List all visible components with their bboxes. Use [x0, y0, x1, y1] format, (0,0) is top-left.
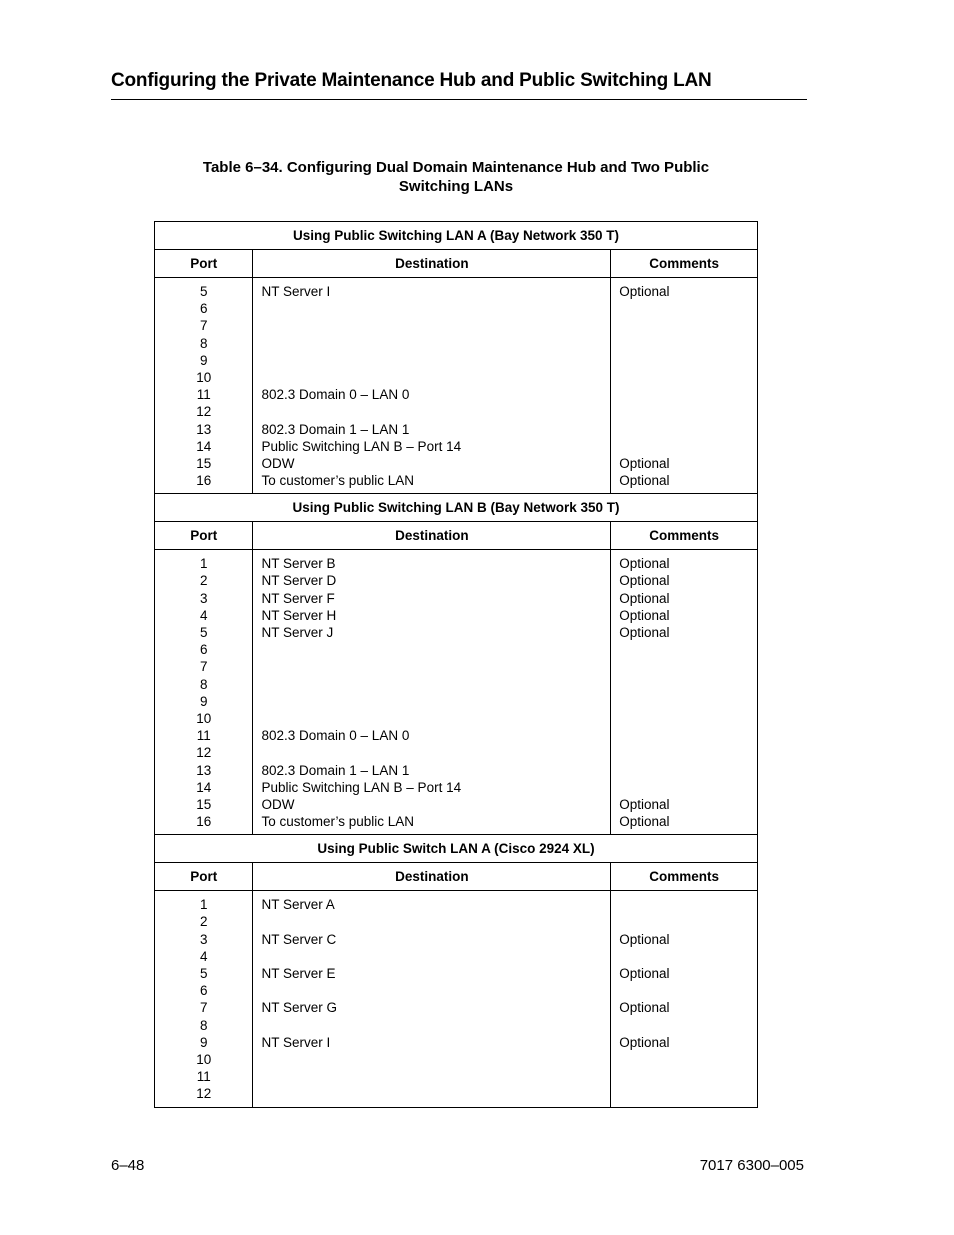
- section-title: Using Public Switch LAN A (Cisco 2924 XL): [155, 835, 758, 863]
- destination-value: [253, 641, 610, 658]
- section-title-row: [155, 222, 758, 250]
- comments-column-header: Comments: [611, 522, 758, 550]
- comment-value: Optional: [619, 455, 670, 471]
- port-value: 5: [199, 625, 208, 640]
- destination-value: NT Server C: [261, 931, 337, 947]
- destination-column-header: Destination: [253, 522, 611, 550]
- section-title: Using Public Switching LAN A (Bay Network 350 T): [155, 222, 758, 250]
- port-value: 5: [199, 966, 208, 981]
- port-value: 5: [199, 284, 208, 299]
- port-cell: [155, 278, 253, 494]
- comments-column-header: Comments: [611, 863, 758, 891]
- destination-value: 802.3 Domain 0 – LAN 0: [261, 728, 410, 744]
- port-cell: [155, 550, 253, 835]
- port-value: 10: [196, 369, 212, 385]
- destination-value: NT Server I: [261, 1034, 331, 1050]
- port-value: 3: [199, 590, 208, 606]
- destination-value: [253, 658, 610, 675]
- port-value: 9: [199, 352, 208, 368]
- port-value: 14: [196, 779, 212, 795]
- port-cell: [155, 891, 253, 1107]
- comment-value: Optional: [619, 1000, 670, 1016]
- comment-value: [611, 727, 757, 744]
- comment-value: Optional: [619, 590, 670, 606]
- page-title: Configuring the Private Maintenance Hub and Public Switching LAN: [111, 70, 712, 91]
- column-header-row: [155, 863, 758, 891]
- destination-value: NT Server A: [261, 897, 335, 913]
- port-value: 15: [196, 455, 212, 471]
- port-value: 6: [199, 983, 208, 999]
- destination-value: [253, 1085, 610, 1102]
- comment-value: [611, 421, 757, 438]
- comment-value: [611, 1051, 757, 1068]
- comment-value: [611, 779, 757, 796]
- destination-value: NT Server E: [261, 966, 336, 981]
- document-number: 7017 6300–005: [699, 1157, 804, 1174]
- destination-value: NT Server H: [261, 607, 337, 623]
- port-value: 11: [196, 387, 211, 403]
- port-value: 2: [199, 573, 208, 589]
- port-value: 7: [199, 1000, 208, 1016]
- port-value: 12: [196, 745, 212, 761]
- header-rule: [111, 99, 807, 100]
- port-value: 6: [199, 642, 208, 658]
- port-column-header: Port: [155, 522, 253, 550]
- comment-value: [611, 1017, 757, 1034]
- destination-value: NT Server G: [261, 1000, 337, 1016]
- port-value: 10: [196, 1051, 212, 1067]
- comment-value: [611, 386, 757, 403]
- table-caption: [155, 158, 757, 196]
- port-value: 8: [199, 676, 208, 692]
- comment-value: Optional: [619, 931, 670, 947]
- column-header-row: [155, 250, 758, 278]
- port-value: 7: [199, 659, 208, 675]
- destination-value: Public Switching LAN B – Port 14: [261, 779, 462, 795]
- destination-value: NT Server I: [261, 284, 331, 299]
- port-value: 8: [199, 335, 208, 351]
- destination-value: [253, 317, 610, 334]
- destination-value: NT Server F: [261, 590, 335, 606]
- comment-value: [611, 438, 757, 455]
- destination-column-header: Destination: [253, 863, 611, 891]
- comment-value: Optional: [619, 573, 670, 589]
- comment-value: [611, 710, 757, 727]
- destination-value: [253, 676, 610, 693]
- port-value: 4: [199, 948, 208, 964]
- port-table-body: [155, 222, 758, 1108]
- port-value: 6: [199, 301, 208, 317]
- comment-value: [611, 300, 757, 317]
- section-body-row: [155, 278, 758, 494]
- comment-value: [611, 335, 757, 352]
- port-value: 12: [196, 1086, 212, 1102]
- comment-value: [611, 1068, 757, 1085]
- destination-value: [253, 1068, 610, 1085]
- caption-line-2: Switching LANs: [398, 178, 514, 195]
- port-value: 11: [196, 728, 211, 744]
- port-column-header: Port: [155, 250, 253, 278]
- comm-cell: [611, 891, 758, 1107]
- destination-value: [253, 369, 610, 386]
- port-value: 8: [199, 1017, 208, 1033]
- comm-cell: [611, 278, 758, 494]
- port-value: 11: [196, 1069, 211, 1085]
- comment-value: [611, 658, 757, 675]
- destination-value: [253, 710, 610, 727]
- comment-value: [611, 641, 757, 658]
- port-value: 3: [199, 931, 208, 947]
- destination-value: ODW: [261, 796, 295, 812]
- destination-value: NT Server B: [261, 556, 336, 572]
- port-value: 16: [196, 814, 212, 830]
- page-number: 6–48: [111, 1157, 145, 1174]
- destination-value: [253, 948, 610, 965]
- port-column-header: Port: [155, 863, 253, 891]
- comment-value: [611, 352, 757, 369]
- destination-value: [253, 352, 610, 369]
- dest-cell: [253, 278, 611, 494]
- comment-value: Optional: [619, 625, 670, 640]
- comment-value: Optional: [619, 796, 670, 812]
- destination-value: [253, 300, 610, 317]
- destination-value: NT Server D: [261, 573, 337, 589]
- comment-value: Optional: [619, 814, 670, 830]
- caption-line-1: Table 6–34. Configuring Dual Domain Maintenance Hub and Two Public: [202, 159, 710, 176]
- comment-value: [611, 896, 757, 913]
- port-value: 15: [196, 796, 212, 812]
- comment-value: Optional: [619, 284, 670, 299]
- comment-value: [611, 913, 757, 930]
- section-title-row: [155, 835, 758, 863]
- comment-value: [611, 369, 757, 386]
- comment-value: [611, 948, 757, 965]
- port-value: 10: [196, 710, 212, 726]
- destination-value: [253, 1017, 610, 1034]
- port-value: 12: [196, 404, 212, 420]
- destination-value: NT Server J: [261, 625, 334, 640]
- section-title-row: [155, 494, 758, 522]
- comments-column-header: Comments: [611, 250, 758, 278]
- destination-value: [253, 982, 610, 999]
- destination-value: [253, 1051, 610, 1068]
- comment-value: Optional: [619, 607, 670, 623]
- destination-value: [253, 693, 610, 710]
- section-title: Using Public Switching LAN B (Bay Network 350 T): [155, 494, 758, 522]
- destination-value: [253, 335, 610, 352]
- destination-value: 802.3 Domain 1 – LAN 1: [261, 762, 410, 778]
- comment-value: [611, 762, 757, 779]
- destination-value: 802.3 Domain 1 – LAN 1: [261, 421, 410, 437]
- destination-value: [253, 913, 610, 930]
- port-table: [154, 221, 758, 1108]
- destination-column-header: Destination: [253, 250, 611, 278]
- destination-value: To customer’s public LAN: [261, 473, 415, 489]
- port-value: 7: [199, 318, 208, 334]
- destination-value: [253, 744, 610, 761]
- comment-value: [611, 317, 757, 334]
- port-value: 13: [196, 421, 212, 437]
- column-header-row: [155, 522, 758, 550]
- comment-value: Optional: [619, 1034, 670, 1050]
- port-value: 1: [199, 556, 208, 572]
- port-value: 9: [199, 693, 208, 709]
- destination-value: To customer’s public LAN: [261, 814, 415, 830]
- comment-value: [611, 744, 757, 761]
- comment-value: Optional: [619, 556, 670, 572]
- dest-cell: [253, 891, 611, 1107]
- comment-value: [611, 403, 757, 420]
- port-value: 2: [199, 914, 208, 930]
- section-body-row: [155, 550, 758, 835]
- destination-value: [253, 403, 610, 420]
- destination-value: Public Switching LAN B – Port 14: [261, 438, 462, 454]
- comment-value: Optional: [619, 966, 670, 981]
- port-value: 9: [199, 1034, 208, 1050]
- destination-value: ODW: [261, 455, 295, 471]
- comment-value: [611, 676, 757, 693]
- comment-value: Optional: [619, 473, 670, 489]
- port-value: 13: [196, 762, 212, 778]
- port-value: 4: [199, 607, 208, 623]
- destination-value: 802.3 Domain 0 – LAN 0: [261, 387, 410, 403]
- comment-value: [611, 982, 757, 999]
- comment-value: [611, 1085, 757, 1102]
- port-value: 16: [196, 473, 212, 489]
- port-value: 14: [196, 438, 212, 454]
- dest-cell: [253, 550, 611, 835]
- section-body-row: [155, 891, 758, 1107]
- port-value: 1: [199, 897, 208, 913]
- comment-value: [611, 693, 757, 710]
- comm-cell: [611, 550, 758, 835]
